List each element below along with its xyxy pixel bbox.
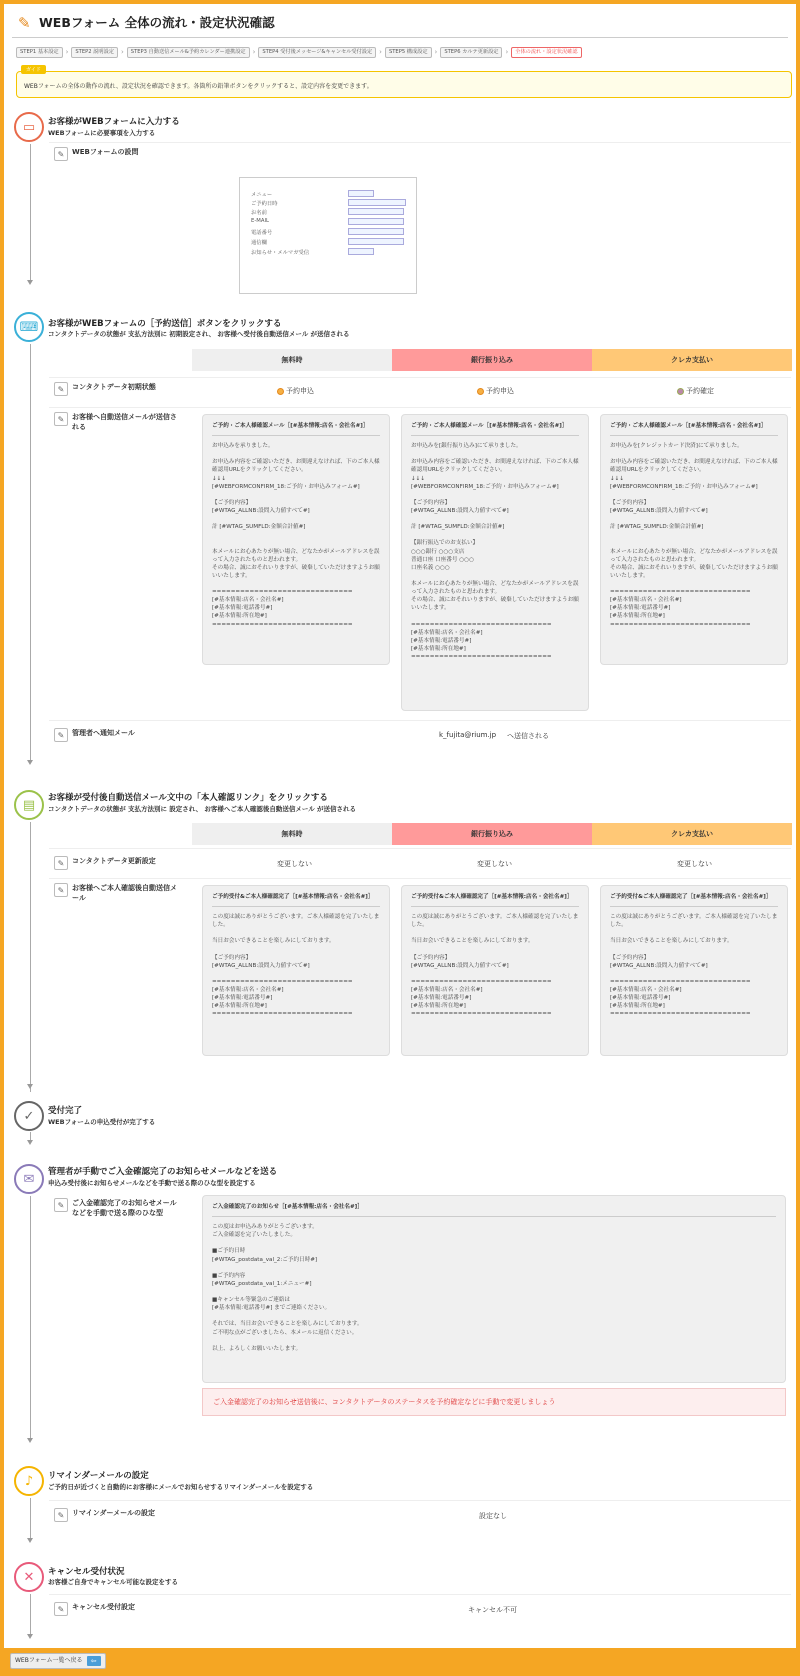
pencil-icon: ✎ xyxy=(18,14,31,32)
row-label xyxy=(54,1602,182,1616)
section-complete xyxy=(4,1098,796,1148)
section-title: キャンセル受付状況 xyxy=(48,1567,125,1577)
envelope-icon: ✉ xyxy=(14,1164,44,1194)
mail-body: お申込みを[銀行振り込み]にて承りました。 お申込み内容をご確認いただき、お間違えなければ、下のご本人様確認用URLをクリックしてください。 ↓↓↓ [#WEBFORMCONFIRM_18:ご予約・お申込みフォーム#] 【ご予約内容】 [#WTAG_ALLNB:設問入力値すべて#] 計 [#WTAG_SUMFLD:金額合計値#] 【銀行振込でのお支払い】 ○○○銀行 ○○○支店 普通口座 口座番号 ○○○ 口座名義 ○○○ 本メールにお心あたりが無い場合、どなたかがメールアドレスを誤って入力されたものと思われます。 その場合、誠におそれいりますが、破棄していただけますようお願いいたします。 ============================== [#基本情報:店名・会社名#] [#基本情報:電話番号#] [#基本情報:所在地#] ============================== xyxy=(411,443,579,660)
row-label-text: お客様へ自動送信メールが送信される xyxy=(72,413,177,431)
mail-card-free xyxy=(202,414,390,665)
section-title: リマインダーメールの設定 xyxy=(48,1471,149,1481)
row-label-text: コンタクトデータ更新設定 xyxy=(72,857,156,865)
section-subtitle: WEBフォームの申込受付が完了する xyxy=(48,1118,156,1126)
chevron-right-icon: › xyxy=(252,48,256,56)
manual-mail-card xyxy=(202,1195,786,1383)
flow-line xyxy=(30,144,31,280)
mail-body: この度は誠にありがとうございます。ご本人様確認を完了いたしました。 当日お会いできることを楽しみにしております。 【ご予約内容】 [#WTAG_ALLNB:設問入力値すべて#] ============================== [#基本情報:店名・会社名#] [#基本情報:電話番号#] [#基本情報:所在地#] ============================== xyxy=(610,914,778,1018)
mail-title: ご予約・ご本人様確認メール［[#基本情報:店名・会社名#]］ xyxy=(212,422,380,436)
row-label xyxy=(54,147,182,161)
mail-title: ご予約受付&ご本人様確認完了［[#基本情報:店名・会社名#]］ xyxy=(411,893,579,907)
step-3-link[interactable]: STEP3 自動送信メール&予約カレンダー連携設定 xyxy=(127,47,250,58)
radio-icon xyxy=(477,388,484,395)
chevron-right-icon: › xyxy=(505,48,509,56)
section-subtitle: お客様ご自身でキャンセル可能な設定をする xyxy=(48,1578,178,1586)
row-label xyxy=(54,412,182,432)
section-subtitle: ご予約日が近づくと自動的にお客様にメールでお知らせするリマインダーメールを設定する xyxy=(48,1483,314,1491)
mail-card-credit xyxy=(600,885,788,1056)
field-label: 電話番号 xyxy=(251,230,273,236)
date-field xyxy=(348,199,406,206)
flow-line xyxy=(30,1498,31,1538)
row-label-text: リマインダーメールの設定 xyxy=(72,1509,155,1517)
mail-title: ご予約・ご本人様確認メール［[#基本情報:店名・会社名#]］ xyxy=(411,422,579,436)
arrow-down-icon xyxy=(27,1634,33,1639)
flow-line xyxy=(30,1132,31,1140)
status-free xyxy=(277,386,314,396)
cancel-value: キャンセル不可 xyxy=(468,1606,517,1614)
row-update-setting xyxy=(49,848,791,876)
radio-icon xyxy=(677,388,684,395)
footer-bar xyxy=(0,1648,800,1676)
section-subtitle: コンタクトデータの状態が 支払方法別に 設定され、 お客様へご本人確認後自動送信メール が送信される xyxy=(48,805,357,813)
manual-mail-note: ご入金確認完了のお知らせ送信後に、コンタクトデータのステータスを予約確定などに手動で変更しましょう xyxy=(202,1388,786,1416)
text-field xyxy=(348,238,404,245)
back-button-label: WEBフォーム一覧へ戻る xyxy=(15,1657,83,1664)
col-credit: クレカ支払い xyxy=(592,823,792,845)
status-credit xyxy=(677,386,714,396)
step-2-link[interactable]: STEP2 説明設定 xyxy=(71,47,118,58)
section-subtitle: コンタクトデータの状態が 支払方法別に 初期設定され、 お客様へ受付後自動送信メール が送信される xyxy=(48,330,350,338)
row-label-text: コンタクトデータ初期状態 xyxy=(72,383,156,391)
admin-email: k_fujita@rium.jp xyxy=(439,731,497,739)
section-subtitle: WEBフォームに必要事項を入力する xyxy=(48,129,156,137)
step-6-link[interactable]: STEP6 カルテ更新設定 xyxy=(440,47,502,58)
mail-title: ご入金確認完了のお知らせ［[#基本情報:店名・会社名#]］ xyxy=(212,1203,776,1217)
reminder-value: 設定なし xyxy=(479,1512,507,1520)
guide-tag: ガイド xyxy=(21,65,46,74)
field-label: メニュー xyxy=(251,192,273,198)
step-breadcrumb xyxy=(16,47,582,58)
row-reminder xyxy=(49,1500,791,1528)
arrow-down-icon xyxy=(27,1140,33,1145)
pencil-icon[interactable]: ✎ xyxy=(54,856,68,870)
status-bank xyxy=(477,386,514,396)
row-confirm-mail xyxy=(49,878,791,1078)
section-form-input xyxy=(4,104,796,294)
pencil-icon[interactable]: ✎ xyxy=(54,382,68,396)
step-1-link[interactable]: STEP1 基本設定 xyxy=(16,47,63,58)
section-title: お客様がWEBフォームの［予約送信］ボタンをクリックする xyxy=(48,319,282,329)
back-to-list-button[interactable] xyxy=(10,1653,106,1669)
pencil-icon[interactable]: ✎ xyxy=(54,147,68,161)
pencil-icon[interactable]: ✎ xyxy=(54,1198,68,1212)
status-text: 予約申込 xyxy=(286,387,314,395)
row-form-questions xyxy=(49,142,791,272)
text-field xyxy=(348,218,404,225)
guide-text: WEBフォームの全体の動作の流れ、設定状況を確認できます。各箇所の鉛筆ボタンをクリックすると、設定内容を変更できます。 xyxy=(24,83,373,90)
mail-title: ご予約受付&ご本人様確認完了［[#基本情報:店名・会社名#]］ xyxy=(212,893,380,907)
chevron-right-icon: › xyxy=(434,48,438,56)
row-cancel xyxy=(49,1594,791,1622)
row-admin-mail xyxy=(49,720,791,750)
row-manual-template xyxy=(49,1194,791,1439)
close-circle-icon: ✕ xyxy=(14,1562,44,1592)
page-title: WEBフォーム 全体の流れ・設定状況確認 xyxy=(39,15,275,30)
section-submit xyxy=(4,304,796,774)
chevron-right-icon: › xyxy=(379,48,382,56)
update-free: 変更しない xyxy=(277,860,312,868)
status-text: 予約申込 xyxy=(486,387,514,395)
section-title: 受付完了 xyxy=(48,1106,83,1116)
mail-card-bank xyxy=(401,885,589,1056)
field-label: 通信欄 xyxy=(251,240,267,246)
section-reminder xyxy=(4,1460,796,1548)
row-label-text: WEBフォームの設問 xyxy=(72,148,139,156)
row-label xyxy=(54,856,182,870)
row-label-text: お客様へご本人確認後自動送信メール xyxy=(72,884,177,902)
row-label-text: 管理者へ通知メール xyxy=(72,729,135,737)
mail-card-free xyxy=(202,885,390,1056)
row-label xyxy=(54,883,182,903)
select-field xyxy=(348,190,374,197)
mail-body: お申込みを承りました。 お申込み内容をご確認いただき、お間違えなければ、下のご本人様確認用URLをクリックしてください。 ↓↓↓ [#WEBFORMCONFIRM_18:ご予約・お申込みフォーム#] 【ご予約内容】 [#WTAG_ALLNB:設問入力値すべて#] 計 [#WTAG_SUMFLD:金額合計値#] 本メールにお心あたりが無い場合、どなたかがメールアドレスを誤って入力されたものと思われます。 その場合、誠におそれいりますが、破棄していただけますようお願いいたします。 ============================== [#基本情報:店名・会社名#] [#基本情報:電話番号#] [#基本情報:所在地#] ============================== xyxy=(212,443,380,628)
flow-line xyxy=(30,1196,31,1438)
field-label: E-MAIL xyxy=(251,218,269,224)
pencil-icon[interactable]: ✎ xyxy=(54,412,68,426)
mail-body: この度は誠にありがとうございます。ご本人様確認を完了いたしました。 当日お会いできることを楽しみにしております。 【ご予約内容】 [#WTAG_ALLNB:設問入力値すべて#] ============================== [#基本情報:店名・会社名#] [#基本情報:電話番号#] [#基本情報:所在地#] ============================== xyxy=(212,914,380,1018)
bell-icon: ♪ xyxy=(14,1466,44,1496)
arrow-left-icon: ⇦ xyxy=(87,1656,101,1666)
row-label-text: キャンセル受付設定 xyxy=(72,1603,135,1611)
row-label xyxy=(54,382,182,396)
arrow-down-icon xyxy=(27,280,33,285)
chevron-right-icon: › xyxy=(120,48,124,56)
field-label: ご予約日時 xyxy=(251,201,278,207)
flow-line xyxy=(30,344,31,760)
row-label xyxy=(54,1198,182,1218)
col-credit: クレカ支払い xyxy=(592,349,792,371)
mail-card-credit xyxy=(600,414,788,665)
mail-body: お申込みを[クレジットカード決済]にて承りました。 お申込み内容をご確認いただき、お間違えなければ、下のご本人様確認用URLをクリックしてください。 ↓↓↓ [#WEBFORMCONFIRM_18:ご予約・お申込みフォーム#] 【ご予約内容】 [#WTAG_ALLNB:設問入力値すべて#] 計 [#WTAG_SUMFLD:金額合計値#] 本メールにお心あたりが無い場合、どなたかがメールアドレスを誤って入力されたものと思われます。 その場合、誠におそれいりますが、破棄していただけますようお願いいたします。 ============================== [#基本情報:店名・会社名#] [#基本情報:電話番号#] [#基本情報:所在地#] ============================== xyxy=(610,443,778,628)
pencil-icon[interactable]: ✎ xyxy=(54,1602,68,1616)
pencil-icon[interactable]: ✎ xyxy=(54,883,68,897)
select-field xyxy=(348,248,374,255)
arrow-down-icon xyxy=(27,1084,33,1089)
guide-box xyxy=(16,67,792,98)
row-auto-mail xyxy=(49,407,791,719)
mail-body: この度は誠にありがとうございます。ご本人様確認を完了いたしました。 当日お会いできることを楽しみにしております。 【ご予約内容】 [#WTAG_ALLNB:設問入力値すべて#] ============================== [#基本情報:店名・会社名#] [#基本情報:電話番号#] [#基本情報:所在地#] ============================== xyxy=(411,914,579,1018)
arrow-down-icon xyxy=(27,1538,33,1543)
section-subtitle: 申込み受付後にお知らせメールなどを手動で送る際のひな型を設定する xyxy=(48,1179,256,1187)
col-bank: 銀行振り込み xyxy=(392,349,592,371)
mail-title: ご予約受付&ご本人様確認完了［[#基本情報:店名・会社名#]］ xyxy=(610,893,778,907)
chevron-right-icon: › xyxy=(65,48,69,56)
form-preview xyxy=(239,177,417,294)
row-initial-status xyxy=(49,377,791,405)
row-label xyxy=(54,728,182,742)
section-title: 管理者が手動でご入金確認完了のお知らせメールなどを送る xyxy=(48,1167,278,1177)
page-header xyxy=(12,12,788,38)
mail-card-bank xyxy=(401,414,589,711)
update-credit: 変更しない xyxy=(677,860,712,868)
arrow-down-icon xyxy=(27,1438,33,1443)
section-title: お客様が受付後自動送信メール文中の「本人確認リンク」をクリックする xyxy=(48,793,328,803)
update-bank: 変更しない xyxy=(477,860,512,868)
pencil-icon[interactable]: ✎ xyxy=(54,1508,68,1522)
row-label-text: ご入金確認完了のお知らせメールなどを手動で送る際のひな型 xyxy=(72,1199,177,1217)
mail-title: ご予約・ご本人様確認メール［[#基本情報:店名・会社名#]］ xyxy=(610,422,778,436)
text-field xyxy=(348,228,404,235)
flow-line xyxy=(30,822,31,1092)
main-panel xyxy=(4,4,796,1648)
section-confirm xyxy=(4,782,796,1092)
section-manual-mail xyxy=(4,1158,796,1454)
text-field xyxy=(348,208,404,215)
monitor-check-icon: ✓ xyxy=(14,1101,44,1131)
document-icon: ▤ xyxy=(14,790,44,820)
step-overview-current[interactable]: 全体の流れ・設定状況確認 xyxy=(511,47,581,58)
arrow-down-icon xyxy=(27,760,33,765)
col-free: 無料時 xyxy=(192,823,392,845)
col-free: 無料時 xyxy=(192,349,392,371)
section-cancel xyxy=(4,1556,796,1646)
field-label: お名前 xyxy=(251,210,267,216)
field-label: お知らせ・メルマガ受信 xyxy=(251,250,310,256)
pencil-icon[interactable]: ✎ xyxy=(54,728,68,742)
status-text: 予約確定 xyxy=(686,387,714,395)
mail-body: この度はお申込みありがとうございます。 ご入金確認を完了いたしました。 ■ご予約日時 [#WTAG_postdata_val_2:ご予約日時#] ■ご予約内容 [#WTAG_postdata_val_1:メニュー#] ■キャンセル等緊急のご連絡は [#基本情報:電話番号#] までご連絡ください。 それでは、当日お会いできることを楽しみにしております。 ご不明な点がございましたら、本メールに返信ください。 以上、よろしくお願いいたします。 xyxy=(212,1224,363,1352)
section-title: お客様がWEBフォームに入力する xyxy=(48,117,180,127)
laptop-icon: ⌨ xyxy=(14,312,44,342)
col-bank: 銀行振り込み xyxy=(392,823,592,845)
flow-line xyxy=(30,1594,31,1634)
radio-icon xyxy=(277,388,284,395)
admin-email-suffix: へ送信される xyxy=(507,732,549,740)
step-5-link[interactable]: STEP5 構成設定 xyxy=(385,47,432,58)
monitor-icon: ▭ xyxy=(14,112,44,142)
row-label xyxy=(54,1508,182,1522)
step-4-link[interactable]: STEP4 受付後メッセージ&キャンセル受付設定 xyxy=(258,47,376,58)
